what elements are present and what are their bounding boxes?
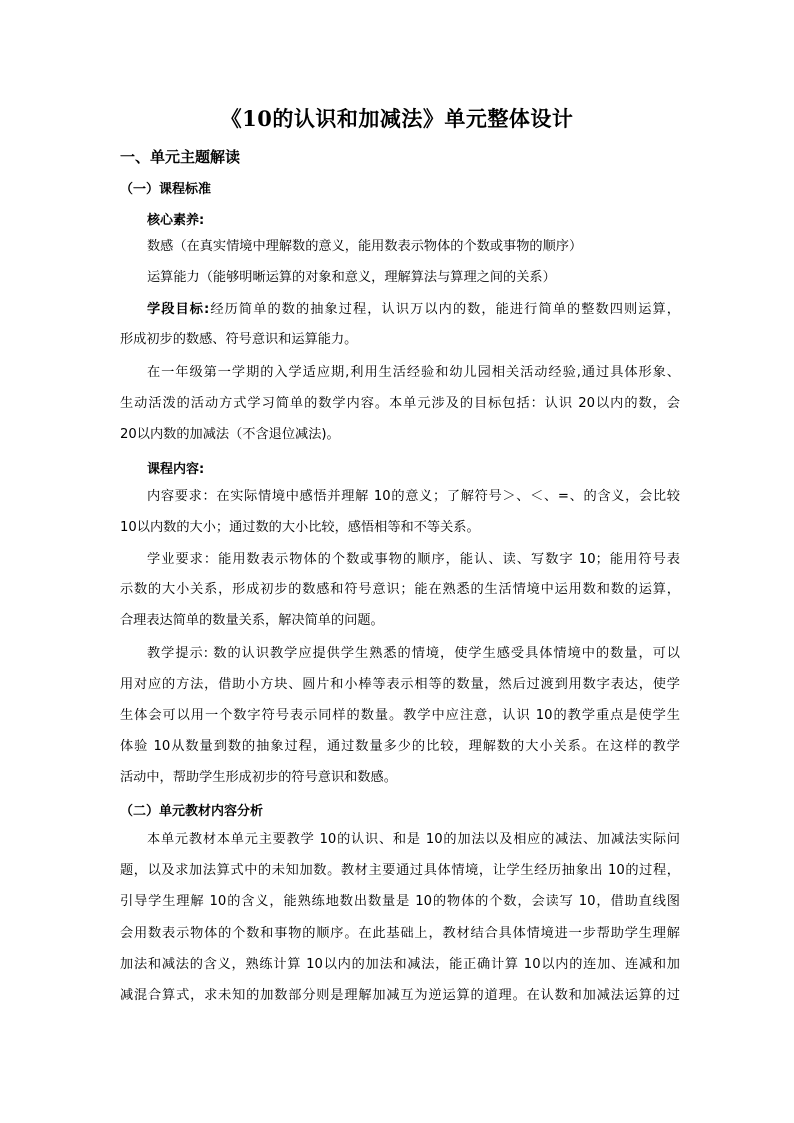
computation-ability-text: 运算能力（能够明晰运算的对象和意义，理解算法与算理之间的关系） <box>147 270 556 285</box>
analysis-line: 题，以及求加法算式中的未知加数。教材主要通过具体情境，让学生经历抽象出 10的过程， <box>120 863 680 878</box>
paragraph-line: 20以内数的加减法（不含退位减法)。 <box>120 427 340 442</box>
teaching-tip-line: 活动中，帮助学生形成初步的符号意识和数感。 <box>120 770 397 785</box>
academic-requirement-line: 合理表达简单的数量关系，解决简单的问题。 <box>120 613 384 628</box>
stage-goal-label: 学段目标: <box>147 302 210 317</box>
document-title: 《10的认识和加减法》单元整体设计 <box>220 106 574 131</box>
stage-goal-line-2: 形成初步的数感、符号意识和运算能力。 <box>120 332 358 347</box>
content-requirement-line: 10以内数的大小；通过数的大小比较，感悟相等和不等关系。 <box>120 520 480 535</box>
course-content-label: 课程内容: <box>147 462 205 477</box>
analysis-line: 本单元教材本单元主要教学 10的认识、和是 10的加法以及相应的减法、加减法实际问 <box>147 832 680 847</box>
paragraph-line: 在一年级第一学期的入学适应期,利用生活经验和幼儿园相关活动经验,通过具体形象、 <box>147 365 680 380</box>
academic-requirement-line: 示数的大小关系，形成初步的数感和符号意识；能在熟悉的生活情境中运用数和数的运算， <box>120 582 680 597</box>
teaching-tip-line: 生体会可以用一个数字符号表示同样的数量。教学中应注意，认识 10的教学重点是使学生 <box>120 708 680 723</box>
number-sense-text: 数感（在真实情境中理解数的意义，能用数表示物体的个数或事物的顺序） <box>147 239 583 254</box>
academic-requirement-line: 学业要求：能用数表示物体的个数或事物的顺序，能认、读、写数字 10；能用符号表 <box>147 552 680 567</box>
paragraph-line: 生动活泼的活动方式学习简单的数学内容。本单元涉及的目标包括：认识 20以内的数，会 <box>120 396 680 411</box>
teaching-tip-line: 教学提示: 数的认识教学应提供学生熟悉的情境，使学生感受具体情境中的数量，可以 <box>147 646 680 661</box>
section-heading-unit-theme: 一、单元主题解读 <box>120 148 241 166</box>
subsection-heading-material-analysis: （二）单元教材内容分析 <box>120 804 264 819</box>
analysis-line: 加法和减法的含义，熟练计算 10以内的加法和减法，能正确计算 10以内的连加、连减和加 <box>120 957 680 972</box>
analysis-line: 减混合算式，求未知的加数部分则是理解加减互为逆运算的道理。在认数和加减法运算的过 <box>120 988 680 1003</box>
core-literacy-label: 核心素养: <box>147 213 205 228</box>
content-requirement-line: 内容要求：在实际情境中感悟并理解 10的意义；了解符号＞、＜、=、的含义，会比较 <box>147 489 680 504</box>
analysis-line: 会用数表示物体的个数和事物的顺序。在此基础上，教材结合具体情境进一步帮助学生理解 <box>120 926 680 941</box>
analysis-line: 引导学生理解 10的含义，能熟练地数出数量是 10的物体的个数，会读写 10，借助直线图 <box>120 894 680 909</box>
teaching-tip-line: 体验 10从数量到数的抽象过程，通过数量多少的比较，理解数的大小关系。在这样的教学 <box>120 739 680 754</box>
subsection-heading-curriculum-standard: （一）课程标准 <box>120 182 212 197</box>
teaching-tip-line: 用对应的方法，借助小方块、圆片和小棒等表示相等的数量，然后过渡到用数字表达，使学 <box>120 677 680 692</box>
stage-goal-text: 经历简单的数的抽象过程，认识万以内的数，能进行简单的整数四则运算， <box>209 302 680 317</box>
stage-goal-line-1 <box>147 300 680 320</box>
